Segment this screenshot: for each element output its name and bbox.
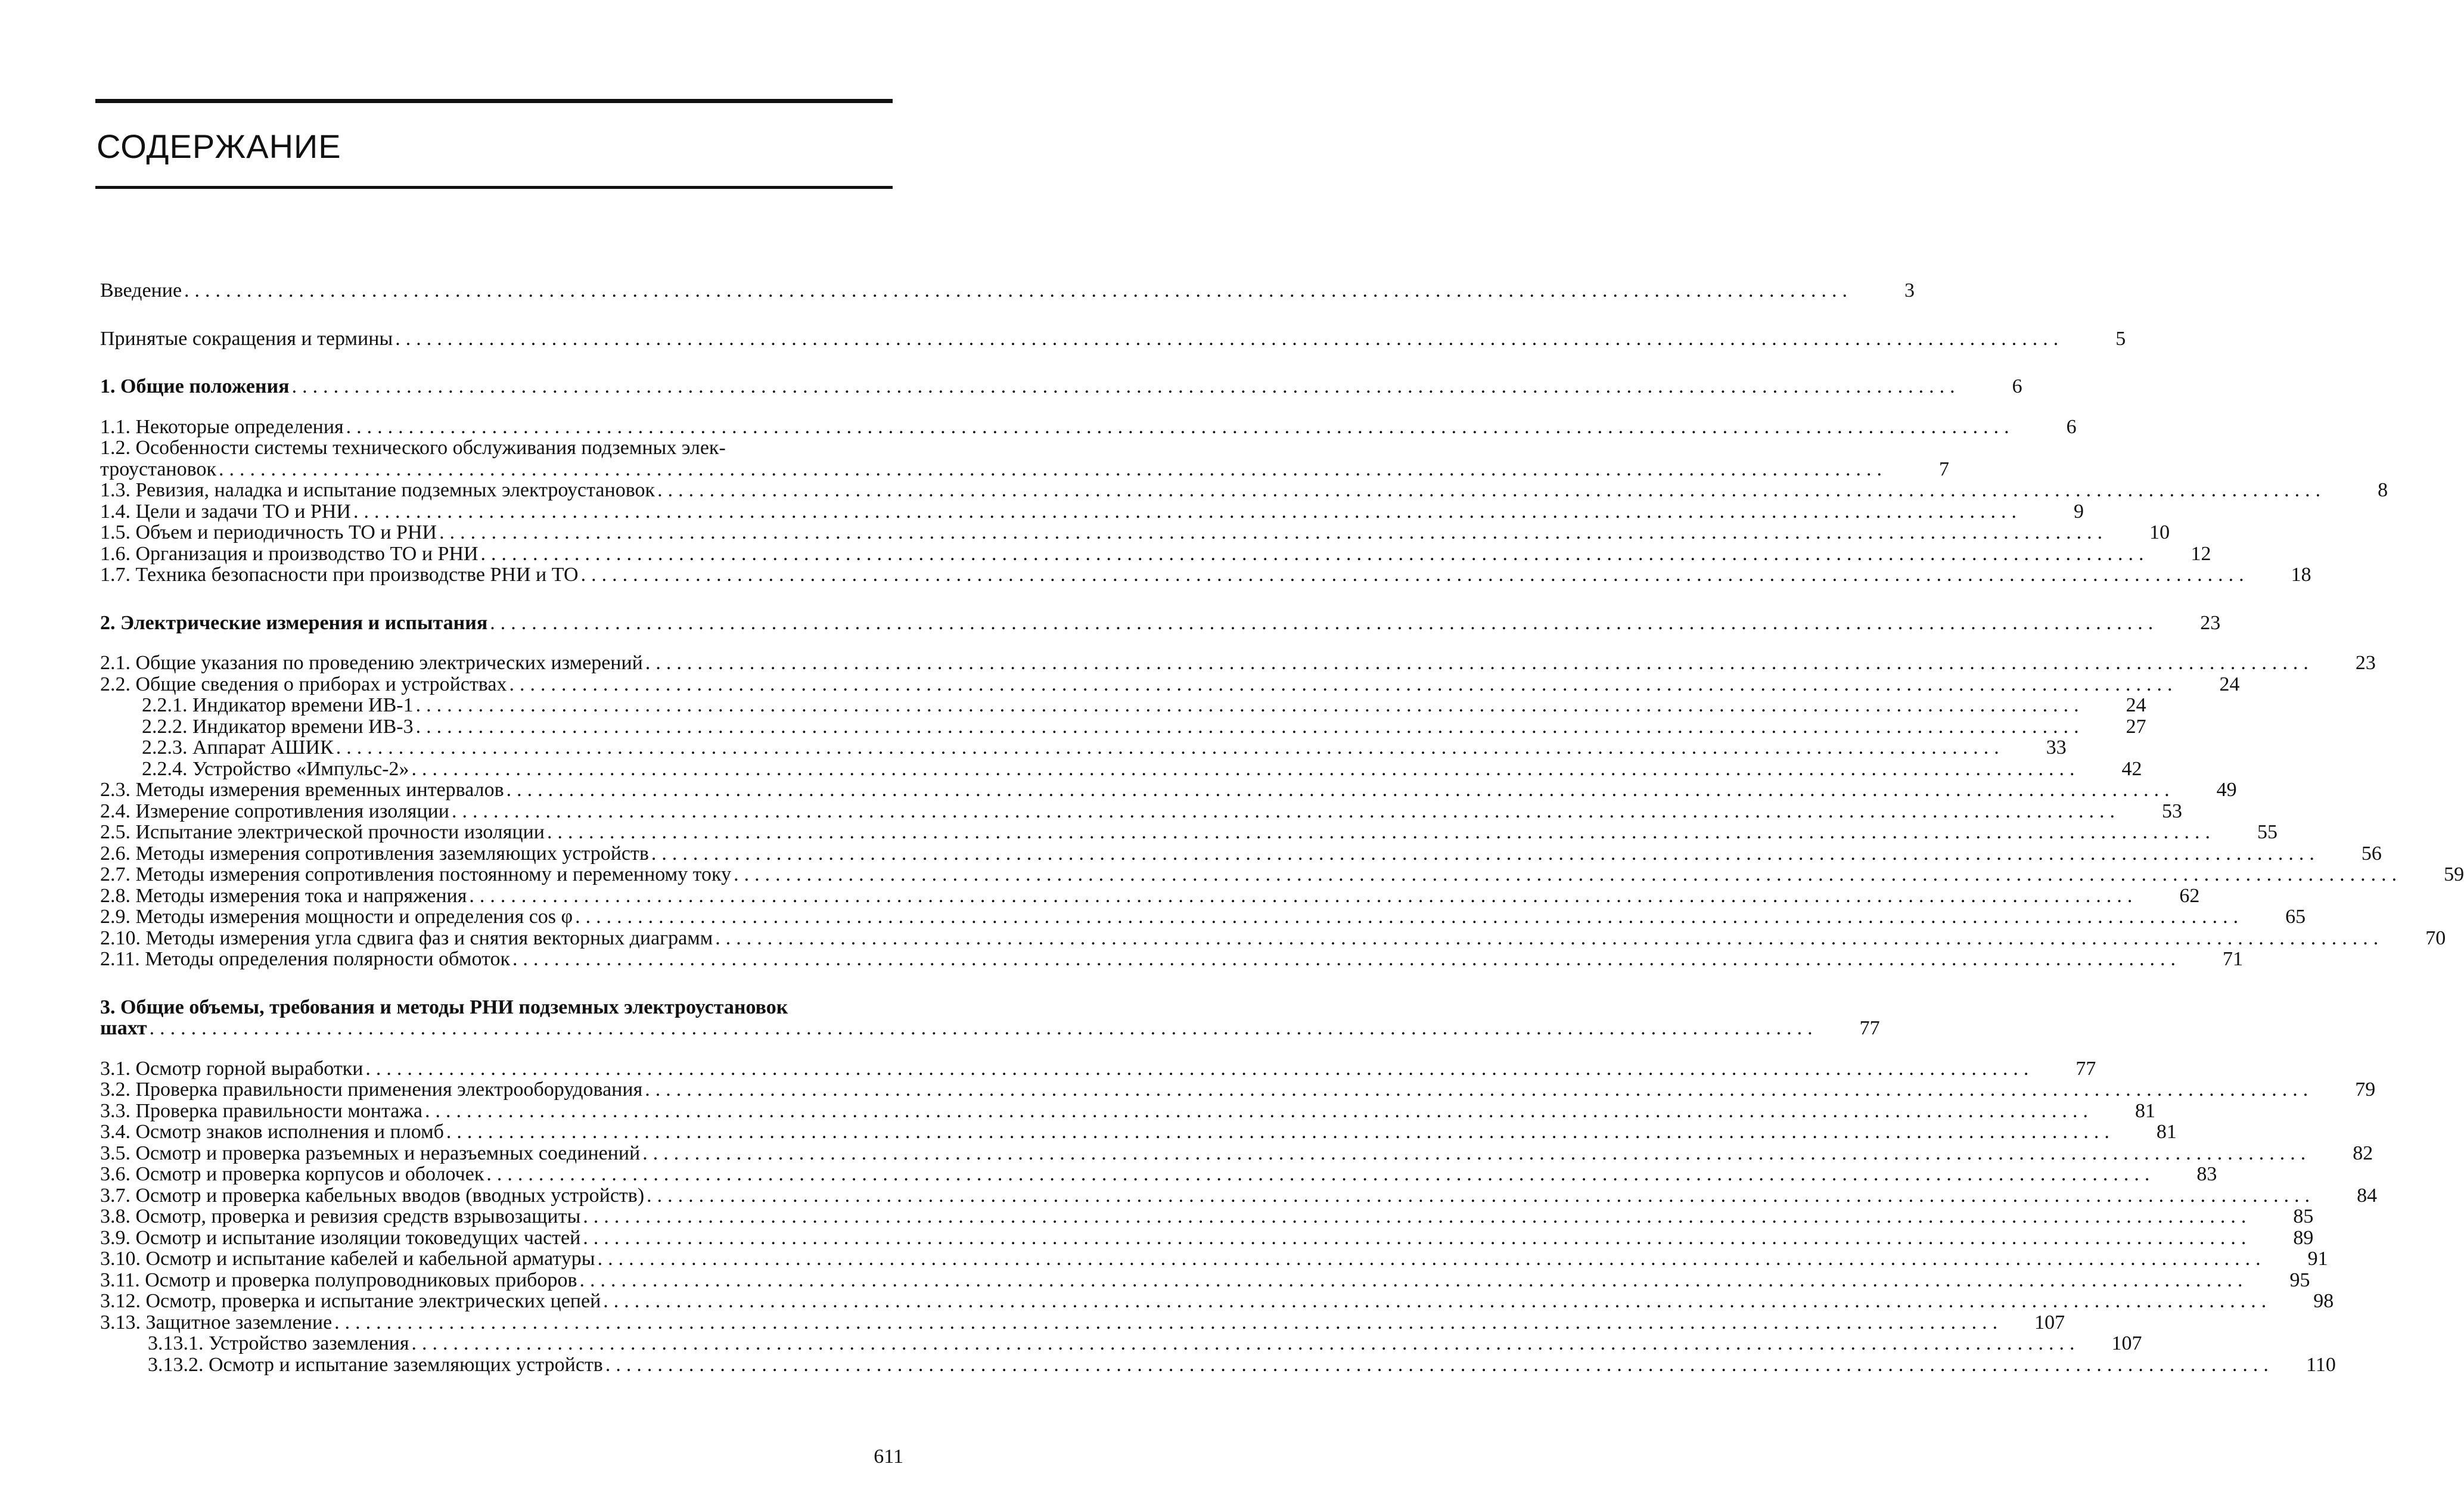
toc-page-number: 56 <box>2361 842 2382 865</box>
toc-entry-text: троустановок <box>100 458 216 480</box>
toc-page-number: 110 <box>2306 1353 2336 1376</box>
leader-dots: ................................................................................................................................................................ <box>346 415 2015 438</box>
toc-page-number: 6 <box>2066 415 2077 438</box>
toc-page-number: 107 <box>2111 1332 2142 1354</box>
toc-page-number: 7 <box>1938 458 1949 480</box>
toc-entry-3-12[interactable] <box>100 1290 2334 1312</box>
toc-entry-2-3[interactable] <box>100 779 2237 801</box>
toc-page-number: 18 <box>2291 564 2311 586</box>
toc-entry-text: 2.9. Методы измерения мощности и определения cos φ <box>100 906 573 928</box>
toc-entry-3-6[interactable] <box>100 1163 2217 1185</box>
toc-entry-text: Принятые сокращения и термины <box>100 327 393 350</box>
toc-entry-3-10[interactable] <box>100 1248 2328 1270</box>
toc-page-number: 81 <box>2156 1121 2177 1143</box>
toc-entry-text: 3.4. Осмотр знаков исполнения и пломб <box>100 1121 444 1143</box>
toc-entry-2-2-4[interactable] <box>100 757 2142 780</box>
toc-entry-text: 3.12. Осмотр, проверка и испытание электрических цепей <box>100 1290 601 1312</box>
toc-entry-2-8[interactable] <box>100 884 2200 907</box>
toc-entry-1-2[interactable] <box>100 458 1949 480</box>
toc-page-number: 107 <box>2034 1311 2065 1334</box>
leader-dots: ................................................................................................................................................................ <box>415 715 2084 738</box>
toc-section-title: шахт <box>100 1017 147 1039</box>
toc-entry-2-2-3[interactable] <box>100 736 2067 759</box>
toc-entry-3-1[interactable] <box>100 1057 2096 1080</box>
toc-entry-3-13-1[interactable] <box>100 1332 2142 1354</box>
leader-dots: ................................................................................................................................................................ <box>580 564 2249 586</box>
header-rule-top <box>95 99 893 103</box>
leader-dots: ................................................................................................................................................................ <box>734 863 2403 885</box>
page-number: 611 <box>874 1446 903 1468</box>
toc-entry-text: 3.13. Защитное заземление <box>100 1311 333 1334</box>
leader-dots: ................................................................................................................................................................ <box>415 694 2084 716</box>
toc-page-number: 89 <box>2293 1226 2314 1249</box>
toc-entry-text: 3.13.2. Осмотр и испытание заземляющих устройств <box>148 1353 603 1376</box>
toc-entry-text: 1.5. Объем и периодичность ТО и РНИ <box>100 521 437 543</box>
toc-entry-text: 2.4. Измерение сопротивления изоляции <box>100 800 449 822</box>
toc-page-number: 95 <box>2289 1269 2310 1291</box>
toc-entry-3-9[interactable] <box>100 1226 2314 1249</box>
toc-entry-text: 1.6. Организация и производство ТО и РНИ <box>100 542 478 565</box>
toc-entry-text: 3.2. Проверка правильности применения электрооборудования <box>100 1078 643 1101</box>
leader-dots: ................................................................................................................................................................ <box>642 1142 2311 1164</box>
toc-page-number: 27 <box>2126 715 2146 738</box>
toc-entry-3-13-2[interactable] <box>100 1353 2336 1376</box>
toc-entry-2-10[interactable] <box>100 927 2446 949</box>
leader-dots: ................................................................................................................................................................ <box>715 927 2384 949</box>
toc-entry-text: 2.2.2. Индикатор времени ИВ-3 <box>142 715 414 738</box>
toc-entry-1-3[interactable] <box>100 479 2388 501</box>
toc-section-3-heading[interactable] <box>100 1017 1880 1039</box>
toc-page-number: 91 <box>2307 1248 2328 1270</box>
leader-dots: ................................................................................................................................................................ <box>411 1332 2080 1354</box>
toc-page-number: 33 <box>2046 736 2067 759</box>
toc-page-number: 62 <box>2179 884 2200 907</box>
leader-dots: ................................................................................................................................................................ <box>651 842 2320 865</box>
toc-page-number: 59 <box>2444 863 2464 885</box>
leader-dots: ................................................................................................................................................................ <box>395 327 2064 350</box>
page-title: СОДЕРЖАНИЕ <box>97 128 341 165</box>
leader-dots: ................................................................................................................................................................ <box>645 652 2314 674</box>
toc-page-number: 84 <box>2357 1184 2378 1207</box>
leader-dots: ................................................................................................................................................................ <box>605 1353 2274 1376</box>
toc-entry-2-9[interactable] <box>100 906 2306 928</box>
toc-entry-2-1[interactable] <box>100 652 2376 674</box>
toc-section-1-heading[interactable] <box>100 375 2022 397</box>
leader-dots: ................................................................................................................................................................ <box>575 906 2244 928</box>
toc-entry-3-7[interactable] <box>100 1184 2378 1207</box>
toc-entry-text: 1.4. Цели и задачи ТО и РНИ <box>100 500 351 523</box>
leader-dots: ................................................................................................................................................................ <box>512 948 2182 970</box>
leader-dots: ................................................................................................................................................................ <box>509 673 2178 695</box>
toc-entry-1-2-line1[interactable]: 1.2. Особенности системы технического обслуживания подземных элек- <box>100 437 726 459</box>
toc-page-number: 3 <box>1904 279 1915 301</box>
toc-entry-text: 1.3. Ревизия, наладка и испытание подземных электроустановок <box>100 479 655 501</box>
toc-entry-text: 2.8. Методы измерения тока и напряжения <box>100 884 467 907</box>
toc-entry-3-3[interactable] <box>100 1099 2155 1122</box>
leader-dots: ................................................................................................................................................................ <box>490 611 2159 634</box>
toc-page-number: 70 <box>2425 927 2446 949</box>
toc-entry-text: 3.7. Осмотр и проверка кабельных вводов (вводных устройств) <box>100 1184 645 1207</box>
table-of-contents <box>100 279 2464 1376</box>
toc-section-title: 1. Общие положения <box>100 375 290 397</box>
toc-entry-text: 2.11. Методы определения полярности обмоток <box>100 948 511 970</box>
leader-dots: ................................................................................................................................................................ <box>583 1226 2252 1249</box>
toc-page-number: 9 <box>2073 500 2084 523</box>
toc-entry-2-2-2[interactable] <box>100 715 2146 738</box>
toc-entry-text: 3.9. Осмотр и испытание изоляции токоведущих частей <box>100 1226 581 1249</box>
toc-page-number: 10 <box>2149 521 2170 543</box>
leader-dots: ................................................................................................................................................................ <box>583 1205 2252 1227</box>
toc-page-number: 5 <box>2115 327 2126 350</box>
toc-entry-1-1[interactable] <box>100 415 2077 438</box>
leader-dots: ................................................................................................................................................................ <box>597 1248 2266 1270</box>
toc-entry-text: 3.11. Осмотр и проверка полупроводниковых приборов <box>100 1269 577 1291</box>
toc-entry-1-6[interactable] <box>100 542 2211 565</box>
toc-entry-2-2[interactable] <box>100 673 2240 695</box>
toc-entry-text: 3.3. Проверка правильности монтажа <box>100 1099 422 1122</box>
toc-entry-text: 3.13.1. Устройство заземления <box>148 1332 409 1354</box>
toc-entry-3-11[interactable] <box>100 1269 2310 1291</box>
toc-page-number: 42 <box>2121 757 2142 780</box>
toc-page-number: 98 <box>2313 1290 2334 1312</box>
leader-dots: ................................................................................................................................................................ <box>645 1078 2314 1101</box>
toc-page-number: 55 <box>2257 821 2277 843</box>
toc-entry-text: 2.1. Общие указания по проведению электрических измерений <box>100 652 643 674</box>
toc-page-number: 82 <box>2353 1142 2373 1164</box>
toc-page-number: 77 <box>2075 1057 2096 1080</box>
toc-entry-text: 2.2.1. Индикатор времени ИВ-1 <box>142 694 414 716</box>
toc-page-number: 83 <box>2196 1163 2217 1185</box>
toc-entry-2-6[interactable] <box>100 842 2382 865</box>
toc-page-number: 49 <box>2216 779 2237 801</box>
toc-entry-text: 3.8. Осмотр, проверка и ревизия средств взрывозащиты <box>100 1205 581 1227</box>
toc-entry-text: 2.2.3. Аппарат АШИК <box>142 736 334 759</box>
toc-entry-text: 2.6. Методы измерения сопротивления заземляющих устройств <box>100 842 649 865</box>
leader-dots: ................................................................................................................................................................ <box>184 279 1853 301</box>
toc-entry-1-5[interactable] <box>100 521 2170 543</box>
leader-dots: ................................................................................................................................................................ <box>424 1099 2093 1122</box>
toc-entry-abbreviations[interactable] <box>100 327 2126 350</box>
toc-entry-2-4[interactable] <box>100 800 2182 822</box>
leader-dots: ................................................................................................................................................................ <box>603 1290 2272 1312</box>
toc-entry-3-2[interactable] <box>100 1078 2376 1101</box>
leader-dots: ................................................................................................................................................................ <box>291 375 1960 397</box>
toc-entry-text: Введение <box>100 279 182 301</box>
leader-dots: ................................................................................................................................................................ <box>451 800 2120 822</box>
toc-entry-3-13[interactable] <box>100 1311 2065 1334</box>
leader-dots: ................................................................................................................................................................ <box>469 884 2138 907</box>
leader-dots: ................................................................................................................................................................ <box>149 1017 1818 1039</box>
toc-entry-2-11[interactable] <box>100 948 2244 970</box>
toc-page-number: 71 <box>2223 948 2244 970</box>
leader-dots: ................................................................................................................................................................ <box>657 479 2326 501</box>
toc-page-number: 81 <box>2134 1099 2155 1122</box>
leader-dots: ................................................................................................................................................................ <box>446 1121 2115 1143</box>
toc-page-number: 8 <box>2378 479 2388 501</box>
toc-entry-text: 1.7. Техника безопасности при производстве РНИ и ТО <box>100 564 579 586</box>
leader-dots: ................................................................................................................................................................ <box>439 521 2108 543</box>
leader-dots: ................................................................................................................................................................ <box>547 821 2216 843</box>
toc-page-number: 53 <box>2161 800 2182 822</box>
toc-entry-2-5[interactable] <box>100 821 2277 843</box>
toc-entry-text: 2.2. Общие сведения о приборах и устройствах <box>100 673 507 695</box>
header-rule-bottom <box>95 186 893 189</box>
leader-dots: ................................................................................................................................................................ <box>335 736 2005 759</box>
leader-dots: ................................................................................................................................................................ <box>480 542 2149 565</box>
toc-page-number: 77 <box>1859 1017 1880 1039</box>
toc-page-number: 85 <box>2293 1205 2314 1227</box>
toc-entry-2-7[interactable] <box>100 863 2464 885</box>
toc-page-number: 6 <box>2012 375 2022 397</box>
toc-entry-intro[interactable] <box>100 279 1915 301</box>
toc-entry-text: 2.5. Испытание электрической прочности изоляции <box>100 821 545 843</box>
toc-entry-text: 2.2.4. Устройство «Импульс-2» <box>142 757 409 780</box>
toc-page-number: 79 <box>2355 1078 2376 1101</box>
toc-page-number: 23 <box>2355 652 2376 674</box>
toc-entry-text: 3.5. Осмотр и проверка разъемных и неразъемных соединений <box>100 1142 641 1164</box>
toc-entry-3-8[interactable] <box>100 1205 2314 1227</box>
toc-entry-text: 1.1. Некоторые определения <box>100 415 344 438</box>
leader-dots: ................................................................................................................................................................ <box>506 779 2175 801</box>
leader-dots: ................................................................................................................................................................ <box>579 1269 2248 1291</box>
toc-entry-text: 3.1. Осмотр горной выработки <box>100 1057 363 1080</box>
leader-dots: ................................................................................................................................................................ <box>218 458 1887 480</box>
toc-section-title: 2. Электрические измерения и испытания <box>100 611 488 634</box>
toc-entry-2-2-1[interactable] <box>100 694 2146 716</box>
toc-entry-1-4[interactable] <box>100 500 2084 523</box>
leader-dots: ................................................................................................................................................................ <box>486 1163 2155 1185</box>
toc-entry-3-4[interactable] <box>100 1121 2177 1143</box>
leader-dots: ................................................................................................................................................................ <box>334 1311 2003 1334</box>
toc-page-number: 23 <box>2200 611 2221 634</box>
toc-entry-1-7[interactable] <box>100 564 2311 586</box>
toc-page-number: 24 <box>2219 673 2240 695</box>
toc-entry-text: 2.10. Методы измерения угла сдвига фаз и снятия векторных диаграмм <box>100 927 713 949</box>
toc-entry-3-5[interactable] <box>100 1142 2373 1164</box>
toc-page-number: 12 <box>2190 542 2211 565</box>
leader-dots: ................................................................................................................................................................ <box>365 1057 2034 1080</box>
toc-entry-text: 3.6. Осмотр и проверка корпусов и оболочек <box>100 1163 484 1185</box>
leader-dots: ................................................................................................................................................................ <box>411 757 2080 780</box>
toc-page-number: 65 <box>2285 906 2306 928</box>
toc-entry-text: 3.10. Осмотр и испытание кабелей и кабельной арматуры <box>100 1248 595 1270</box>
toc-entry-text: 2.7. Методы измерения сопротивления постоянному и переменному току <box>100 863 732 885</box>
toc-page-number: 24 <box>2126 694 2146 716</box>
toc-section-3-heading-line1[interactable]: 3. Общие объемы, требования и методы РНИ подземных электроустановок <box>100 996 788 1018</box>
leader-dots: ................................................................................................................................................................ <box>647 1184 2316 1207</box>
toc-section-2-heading[interactable] <box>100 611 2221 634</box>
toc-entry-text: 2.3. Методы измерения временных интервалов <box>100 779 504 801</box>
leader-dots: ................................................................................................................................................................ <box>353 500 2022 523</box>
